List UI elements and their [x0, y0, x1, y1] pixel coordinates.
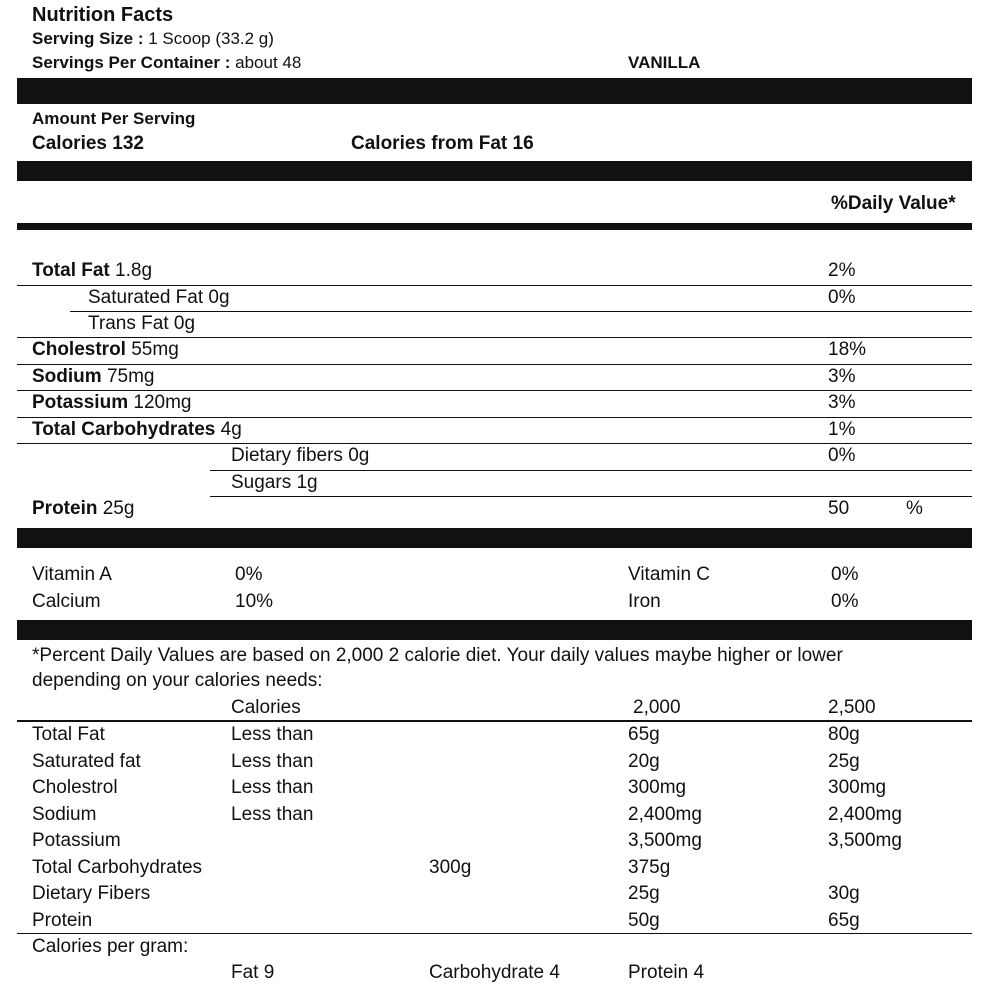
footnote-line-2: depending on your calories needs:: [32, 670, 323, 691]
label-title: Nutrition Facts: [32, 4, 174, 26]
footnote-cell: 375g: [628, 856, 671, 878]
nutrient-dv: 3%: [828, 366, 856, 387]
divider-bar-1: [17, 78, 972, 104]
nutrient-row: Sugars 1g: [231, 472, 318, 493]
nutrient-dv: 0%: [828, 445, 856, 466]
footnote-cell: Less than: [231, 750, 314, 772]
footnote-cell: 65g: [628, 724, 660, 745]
flavor-label: VANILLA: [628, 53, 701, 72]
vitamin-value: 10%: [235, 591, 274, 612]
footnote-cell: Less than: [231, 777, 314, 798]
nutrient-row: Total Fat 1.8g: [32, 260, 153, 281]
footnote-head-2500: 2,500: [828, 697, 876, 718]
divider-bar-2: [17, 161, 972, 181]
footnote-cell: Cholestrol: [32, 777, 118, 798]
footnote-cell: Potassium: [32, 830, 121, 851]
vitamin-value: 0%: [831, 564, 859, 585]
calories-from-fat: Calories from Fat 16: [351, 133, 534, 154]
footnote-cell: 3,500mg: [628, 830, 702, 851]
nutrient-row: Sodium 75mg: [32, 366, 155, 387]
footnote-cell: 300mg: [828, 777, 887, 798]
vitamin-value: 0%: [235, 564, 263, 585]
amount-per-serving: Amount Per Serving: [32, 109, 196, 128]
per-gram-label: Calories per gram:: [32, 936, 189, 957]
footnote-cell: Protein: [32, 909, 93, 931]
footnote-cell: 300g: [429, 856, 472, 878]
divider-bar-4: [17, 528, 972, 548]
footnote-cell: Saturated fat: [32, 750, 141, 772]
footnote-cell: Total Carbohydrates: [32, 856, 203, 878]
footnote-line-1: *Percent Daily Values are based on 2,000 2 calorie diet. Your daily values maybe higher or lower: [32, 645, 843, 666]
serving-size: Serving Size : 1 Scoop (33.2 g): [32, 29, 274, 48]
vitamin-name: Iron: [628, 591, 661, 612]
per-gram-fat: Fat 9: [231, 962, 275, 983]
divider-bar-3: [17, 223, 972, 230]
footnote-cell: 25g: [828, 750, 860, 772]
nutrient-dv: 50: [828, 498, 850, 519]
nutrient-row: Saturated Fat 0g: [88, 287, 230, 308]
footnote-cell: Total Fat: [32, 724, 105, 745]
footnote-cell: Dietary Fibers: [32, 883, 151, 904]
servings-per-container: Servings Per Container : about 48: [32, 53, 302, 72]
nutrient-row: Dietary fibers 0g: [231, 445, 370, 466]
footnote-head-2000: 2,000: [633, 697, 681, 718]
nutrient-dv: 3%: [828, 392, 856, 413]
nutrient-row: Trans Fat 0g: [88, 313, 196, 334]
per-gram-carb: Carbohydrate 4: [429, 962, 560, 983]
footnote-cell: 3,500mg: [828, 830, 902, 851]
nutrient-dv-suffix: %: [906, 498, 923, 519]
footnote-cell: 80g: [828, 724, 860, 745]
footnote-cell: 300mg: [628, 777, 687, 798]
nutrient-row: Cholestrol 55mg: [32, 339, 179, 360]
vitamin-name: Calcium: [32, 591, 101, 612]
nutrient-row: Total Carbohydrates 4g: [32, 419, 242, 440]
footnote-head-calories: Calories: [231, 697, 301, 718]
nutrient-row: Potassium 120mg: [32, 392, 192, 413]
divider-bar-5: [17, 620, 972, 640]
vitamin-name: Vitamin A: [32, 564, 112, 585]
vitamin-value: 0%: [831, 591, 859, 612]
nutrient-dv: 18%: [828, 339, 867, 360]
calories: Calories 132: [32, 133, 144, 154]
footnote-cell: Less than: [231, 803, 314, 825]
per-gram-protein: Protein 4: [628, 962, 705, 983]
footnote-cell: 20g: [628, 750, 660, 772]
nutrient-row: Protein 25g: [32, 498, 135, 519]
footnote-cell: 50g: [628, 909, 660, 931]
nutrient-dv: 2%: [828, 260, 856, 281]
nutrient-dv: 0%: [828, 287, 856, 308]
footnote-cell: 30g: [828, 883, 860, 904]
daily-value-header: %Daily Value*: [831, 193, 956, 214]
footnote-cell: Sodium: [32, 803, 97, 825]
footnote-cell: Less than: [231, 724, 314, 745]
vitamin-name: Vitamin C: [628, 564, 711, 585]
footnote-cell: 25g: [628, 883, 660, 904]
footnote-cell: 2,400mg: [628, 803, 702, 825]
nutrient-dv: 1%: [828, 419, 856, 440]
footnote-cell: 65g: [828, 909, 860, 931]
footnote-cell: 2,400mg: [828, 803, 902, 825]
